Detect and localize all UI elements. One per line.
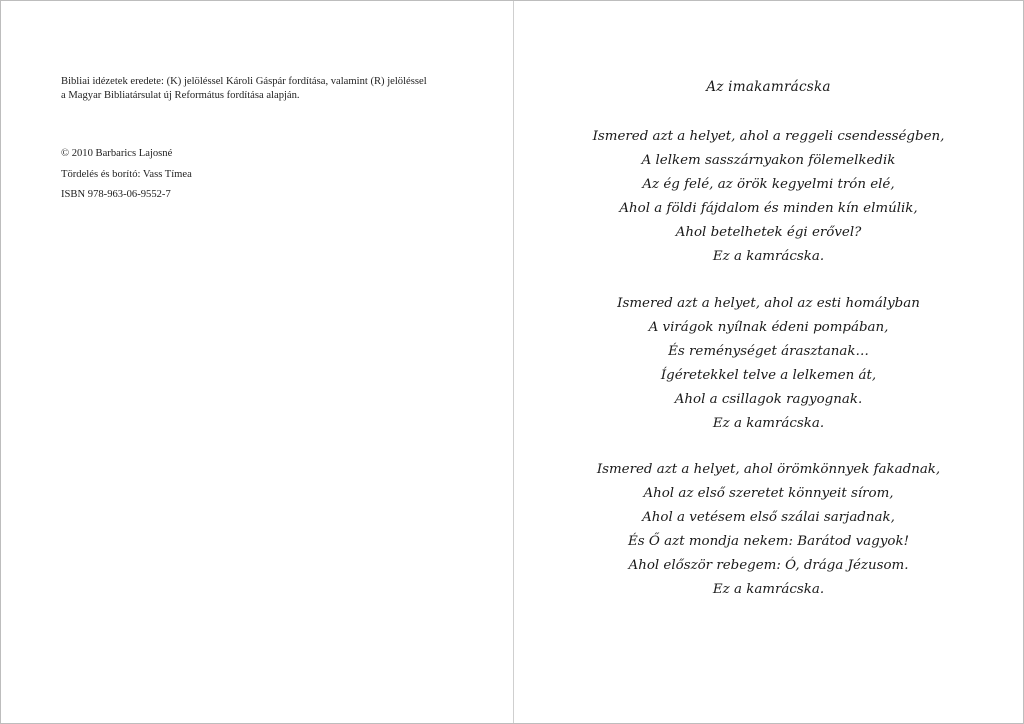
poem-line: Az ég felé, az örök kegyelmi trón elé,	[642, 177, 895, 192]
poem-refrain: Ez a kamrácska.	[712, 582, 825, 597]
poem-line: Ahol az első szeretet könnyeit sírom,	[643, 486, 894, 501]
sources-line: a Magyar Bibliatársulat új Református fordítása alapján.	[61, 90, 300, 101]
poem-line: Ismered azt a helyet, ahol az esti homályban	[617, 295, 920, 311]
poem-line: Ahol a csillagok ragyognak.	[674, 391, 863, 407]
poem-refrain: Ez a kamrácska.	[712, 249, 825, 264]
poem-line: Ígéretekkel telve a lelkemen át,	[660, 367, 877, 383]
poem-stanza-3	[514, 458, 1023, 602]
poem-line: A lelkem sasszárnyakon fölemelkedik	[641, 153, 896, 168]
poem-line: És reménységet árasztanak…	[668, 343, 869, 359]
poem-title: Az imakamrácska	[706, 79, 831, 95]
poem-line: Ahol a vetésem első szálai sarjadnak,	[642, 510, 895, 525]
poem-line: Ahol betelhetek égi erővel?	[675, 225, 862, 240]
sources-line: Bibliai idézetek eredete: (K) jelöléssel Károli Gáspár fordítása, valamint (R) jelöléssel	[61, 76, 427, 87]
imprint-block	[61, 75, 481, 209]
bible-sources-note	[61, 75, 481, 103]
poem-stanza-2	[514, 292, 1023, 436]
layout-credit: Tördelés és borító: Vass Tímea	[61, 168, 192, 180]
poem-refrain: Ez a kamrácska.	[712, 415, 825, 431]
poem-line: Ahol először rebegem: Ó, drága Jézusom.	[628, 558, 909, 573]
poem-line: A virágok nyílnak édeni pompában,	[648, 319, 889, 335]
poem	[514, 75, 1023, 625]
poem-line: Ismered azt a helyet, ahol örömkönnyek fakadnak,	[596, 462, 941, 477]
left-page	[1, 1, 513, 723]
poem-line: És Ő azt mondja nekem: Barátod vagyok!	[628, 534, 909, 549]
poem-stanza-1	[514, 125, 1023, 269]
isbn: ISBN 978-963-06-9552-7	[61, 189, 171, 200]
poem-line: Ahol a földi fájdalom és minden kín elmúlik,	[619, 201, 918, 216]
poem-line: Ismered azt a helyet, ahol a reggeli csendességben,	[592, 129, 945, 144]
copyright-notice: © 2010 Barbarics Lajosné	[61, 148, 173, 159]
right-page	[514, 1, 1023, 723]
